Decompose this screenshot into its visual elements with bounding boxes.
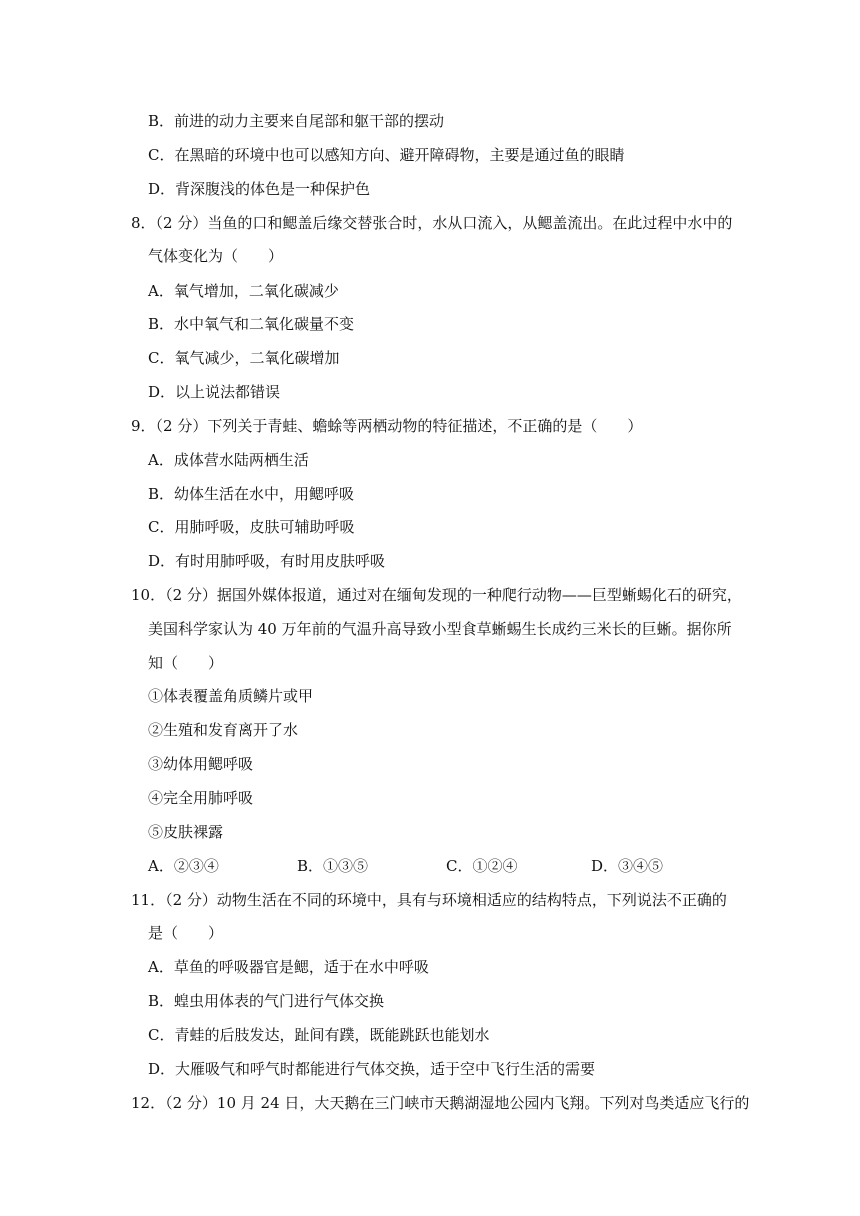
q8-option-a: A．氧气增加，二氧化碳减少 — [148, 282, 339, 300]
q10-option-a: A．②③④ — [148, 857, 219, 875]
q11-option-a: A．草鱼的呼吸器官是鳃，适于在水中呼吸 — [148, 958, 429, 976]
q10-stem: 10．（2 分）据国外媒体报道，通过对在缅甸发现的一种爬行动物——巨型蜥蜴化石的研究， — [131, 586, 742, 604]
q9-option-c: C．用肺呼吸，皮肤可辅助呼吸 — [148, 518, 355, 536]
q10-item-4: ④完全用肺呼吸 — [148, 789, 254, 807]
q10-item-1: ①体表覆盖角质鳞片或甲 — [148, 687, 314, 705]
q12-stem: 12．（2 分）10 月 24 日，大天鹅在三门峡市天鹅湖湿地公园内飞翔。下列对鸟类适应飞行的 — [131, 1094, 750, 1112]
q9-option-b: B．幼体生活在水中，用鳃呼吸 — [148, 485, 355, 503]
q10-option-d: D．③④⑤ — [591, 857, 664, 875]
q8-stem-continued: 气体变化为（ ） — [148, 247, 284, 265]
q7-option-b: B．前进的动力主要来自尾部和躯干部的摆动 — [148, 112, 445, 130]
q10-item-2: ②生殖和发育离开了水 — [148, 721, 299, 739]
q7-option-d: D．背深腹浅的体色是一种保护色 — [148, 180, 371, 198]
q11-option-c: C．青蛙的后肢发达，趾间有蹼，既能跳跃也能划水 — [148, 1026, 490, 1044]
q8-stem: 8．（2 分）当鱼的口和鳃盖后缘交替张合时，水从口流入，从鳃盖流出。在此过程中水中的 — [131, 214, 733, 232]
q8-option-d: D．以上说法都错误 — [148, 383, 281, 401]
q10-stem-continued-2: 知（ ） — [148, 654, 224, 672]
q10-option-c: C．①②④ — [446, 857, 518, 875]
q10-stem-continued-1: 美国科学家认为 40 万年前的气温升高导致小型食草蜥蜴生长成约三米长的巨蜥。据你所 — [148, 620, 732, 638]
q9-option-a: A．成体营水陆两栖生活 — [148, 451, 309, 469]
q8-option-b: B．水中氧气和二氧化碳量不变 — [148, 315, 355, 333]
q11-option-b: B．蝗虫用体表的气门进行气体交换 — [148, 992, 385, 1010]
q10-options-row — [148, 856, 748, 876]
q7-option-c: C．在黑暗的环境中也可以感知方向、避开障碍物，主要是通过鱼的眼睛 — [148, 146, 625, 164]
q10-option-b: B．①③⑤ — [297, 857, 369, 875]
q9-stem: 9．（2 分）下列关于青蛙、蟾蜍等两栖动物的特征描述，不正确的是（ ） — [131, 417, 643, 435]
q11-stem-continued: 是（ ） — [148, 924, 224, 942]
q9-option-d: D．有时用肺呼吸，有时用皮肤呼吸 — [148, 552, 386, 570]
q8-option-c: C．氧气减少，二氧化碳增加 — [148, 349, 340, 367]
q10-item-5: ⑤皮肤裸露 — [148, 823, 224, 841]
q11-option-d: D．大雁吸气和呼气时都能进行气体交换，适于空中飞行生活的需要 — [148, 1060, 596, 1078]
q11-stem: 11．（2 分）动物生活在不同的环境中，具有与环境相适应的结构特点，下列说法不正确的 — [131, 891, 727, 909]
q10-item-3: ③幼体用鳃呼吸 — [148, 755, 254, 773]
